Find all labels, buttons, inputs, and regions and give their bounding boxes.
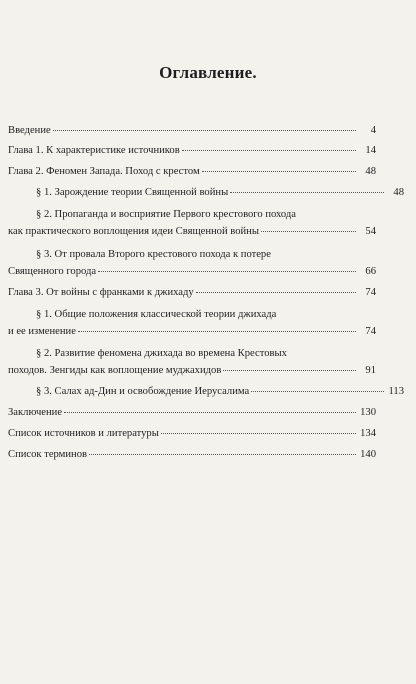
- leader-dots: [89, 454, 356, 455]
- toc-page-number: 130: [360, 407, 376, 418]
- toc-entry-text: § 1. Зарождение теории Священной войны: [36, 187, 229, 198]
- toc-entry-terms: [8, 449, 376, 463]
- leader-dots: [230, 192, 384, 193]
- toc-entry-2-2-line2: [8, 226, 376, 240]
- toc-entry-text: § 3. От провала Второго крестового похода к потере: [36, 249, 271, 260]
- toc-entry-3-1-line1: [8, 309, 376, 323]
- toc-entry-3-2-line1: [8, 348, 376, 362]
- toc-page-number: 113: [388, 386, 404, 397]
- leader-dots: [53, 130, 356, 131]
- toc-entry-2-1: [8, 187, 404, 201]
- toc-entry-text: Введение: [8, 125, 51, 136]
- toc-page-number: 14: [365, 145, 376, 156]
- toc-entry-text: § 3. Салах ад-Дин и освобождение Иерусалима: [36, 386, 250, 397]
- leader-dots: [196, 292, 356, 293]
- toc-entry-text: Заключение: [8, 407, 63, 418]
- toc-entry-sources: [8, 428, 376, 442]
- leader-dots: [202, 171, 356, 172]
- toc-entry-text: Глава 2. Феномен Запада. Поход с крестом: [8, 166, 200, 177]
- toc-entry-3-1-line2: [8, 326, 376, 340]
- toc-page-number: 66: [365, 266, 376, 277]
- toc-page-number: 54: [365, 226, 376, 237]
- page-title: Оглавление.: [159, 63, 257, 82]
- leader-dots: [78, 331, 356, 332]
- toc-entry-text: Глава 1. К характеристике источников: [8, 145, 180, 156]
- toc-entry-introduction: [8, 125, 376, 139]
- toc-page-number: 140: [360, 449, 376, 460]
- leader-dots: [261, 231, 356, 232]
- toc-page-number: 134: [360, 428, 376, 439]
- toc-page-number: 74: [365, 326, 376, 337]
- toc-entry-text: Список терминов: [8, 449, 88, 460]
- leader-dots: [223, 370, 356, 371]
- toc-entry-text: как практического воплощения идеи Священной войны: [8, 226, 259, 237]
- toc-entry-chapter-1: [8, 145, 376, 159]
- toc-page-number: 91: [365, 365, 376, 376]
- toc-page-number: 74: [365, 287, 376, 298]
- leader-dots: [64, 412, 356, 413]
- toc-entry-text: § 1. Общие положения классической теории джихада: [36, 309, 277, 320]
- leader-dots: [182, 150, 356, 151]
- leader-dots: [98, 271, 356, 272]
- toc-entry-text: Глава 3. От войны с франками к джихаду: [8, 287, 194, 298]
- toc-entry-2-3-line1: [8, 249, 376, 263]
- toc-entry-text: и ее изменение: [8, 326, 76, 337]
- toc-entry-2-2-line1: [8, 209, 376, 223]
- toc-page-number: 4: [370, 125, 376, 136]
- toc-entry-conclusion: [8, 407, 376, 421]
- toc-page-number: 48: [393, 187, 404, 198]
- toc-entry-3-3: [8, 386, 404, 400]
- toc-page-number: 48: [365, 166, 376, 177]
- toc-entry-text: Список источников и литературы: [8, 428, 159, 439]
- toc-entry-text: § 2. Развитие феномена джихада во времена Крестовых: [36, 348, 287, 359]
- leader-dots: [161, 433, 356, 434]
- leader-dots: [251, 391, 384, 392]
- toc-entry-text: походов. Зенгиды как воплощение муджахидов: [8, 365, 222, 376]
- toc-entry-chapter-3: [8, 287, 376, 301]
- toc-entry-2-3-line2: [8, 266, 376, 280]
- toc-entry-chapter-2: [8, 166, 376, 180]
- toc-entry-text: Священного города: [8, 266, 97, 277]
- toc-entry-text: § 2. Пропаганда и восприятие Первого крестового похода: [36, 209, 297, 220]
- toc-entry-3-2-line2: [8, 365, 376, 379]
